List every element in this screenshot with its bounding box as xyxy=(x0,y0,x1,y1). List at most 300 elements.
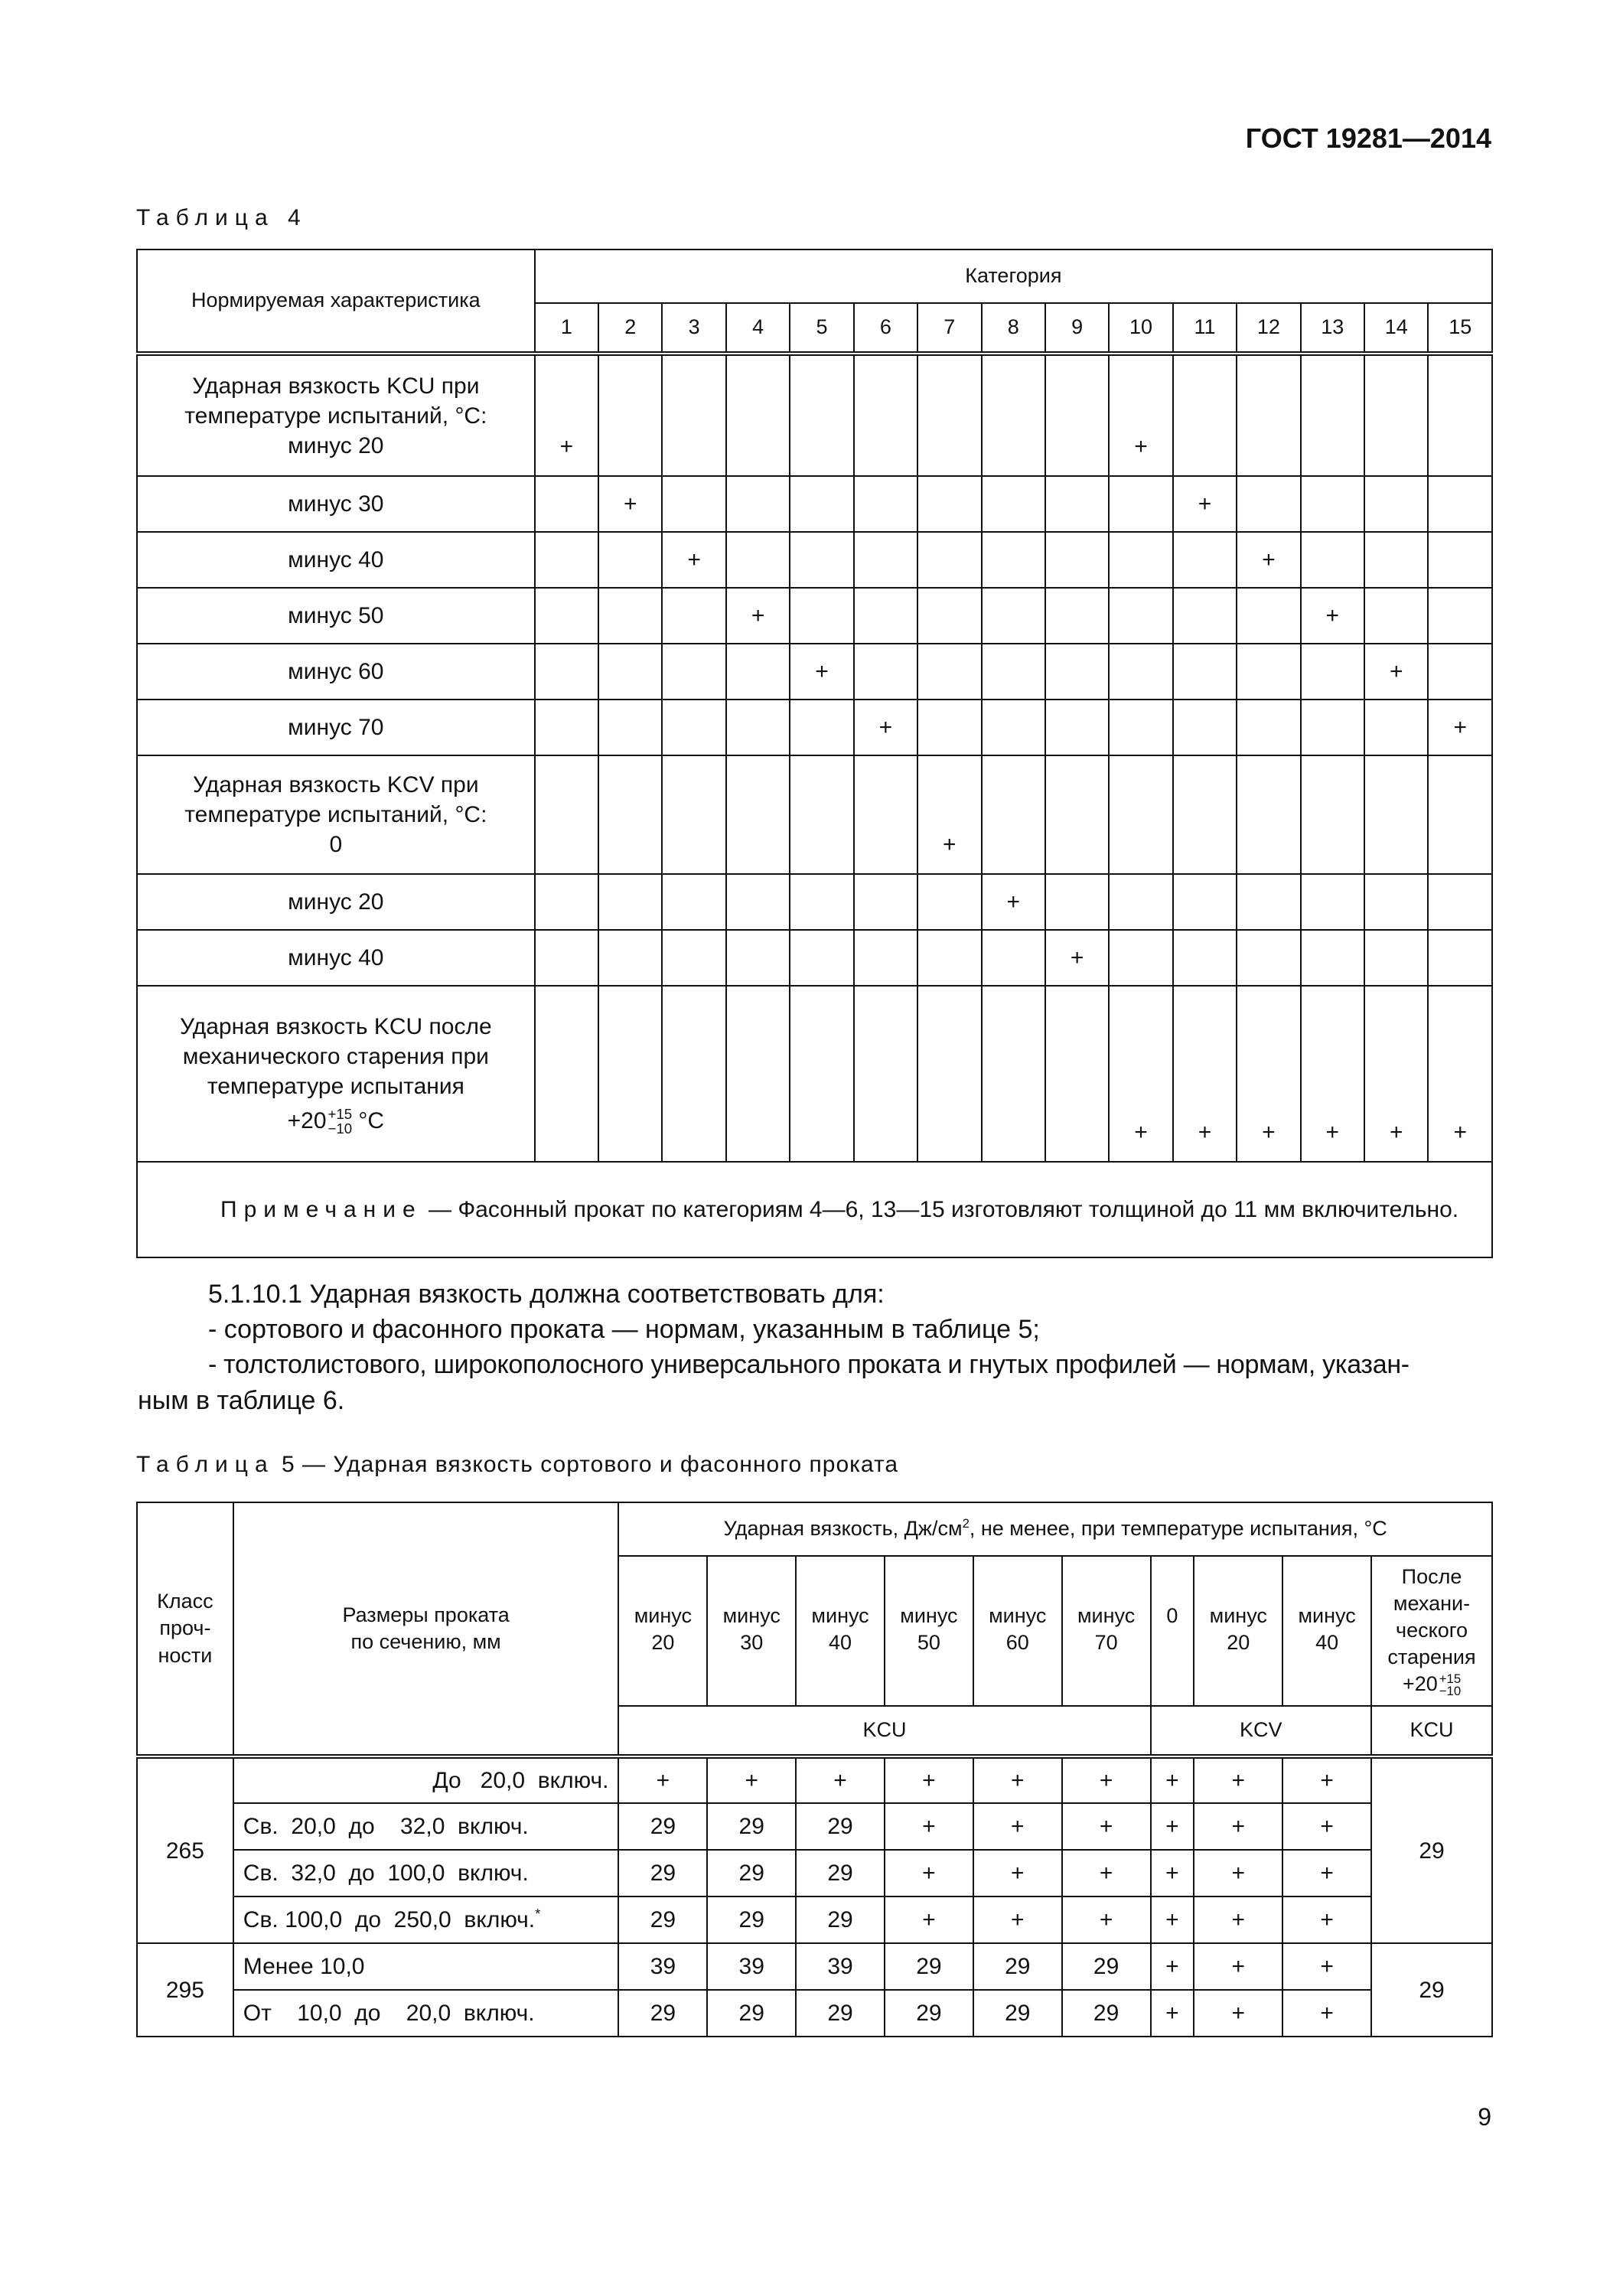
impact-value: 29 xyxy=(885,1990,973,2037)
category-cell xyxy=(662,986,725,1162)
category-cell xyxy=(1364,476,1428,532)
plus-mark: + xyxy=(559,434,574,459)
category-number: 2 xyxy=(598,303,662,354)
category-cell xyxy=(790,874,853,930)
category-number: 1 xyxy=(535,303,598,354)
plus-mark: + xyxy=(1325,603,1340,628)
tol-lower: −10 xyxy=(1439,1684,1462,1699)
impact-value: + xyxy=(1282,1850,1371,1896)
category-cell xyxy=(917,700,981,755)
category-cell xyxy=(1301,354,1364,476)
header-line: ности xyxy=(158,1643,213,1667)
temp-tolerance xyxy=(1439,1673,1461,1698)
paragraph-line: 5.1.10.1 Ударная вязкость должна соответствовать для: xyxy=(208,1280,885,1309)
row-label xyxy=(137,986,535,1162)
size-text: Св. 100,0 до 250,0 включ. xyxy=(243,1907,536,1932)
table-5-caption xyxy=(136,1452,898,1478)
category-cell xyxy=(1364,986,1428,1162)
category-cell xyxy=(1173,874,1237,930)
category-cell xyxy=(854,588,917,644)
size-range xyxy=(233,1896,619,1943)
category-cell xyxy=(726,930,790,986)
category-cell xyxy=(1364,755,1428,874)
category-cell xyxy=(1428,644,1492,700)
row-label: минус 60 xyxy=(137,644,535,700)
impact-value: + xyxy=(707,1756,796,1803)
table-row xyxy=(137,1896,1492,1943)
category-cell xyxy=(854,874,917,930)
document-number: ГОСТ 19281—2014 xyxy=(1245,122,1491,154)
param-header: Нормируемая характеристика xyxy=(137,249,535,354)
size-range xyxy=(233,1850,619,1896)
impact-value: 29 xyxy=(618,1803,707,1850)
category-cell xyxy=(917,644,981,700)
row-label: минус 20 xyxy=(137,874,535,930)
table-row xyxy=(137,700,1492,755)
size-text: От 10,0 до 20,0 включ. xyxy=(243,2001,535,2026)
impact-value: 29 xyxy=(618,1990,707,2037)
category-cell xyxy=(854,755,917,874)
impact-value: + xyxy=(973,1756,1062,1803)
impact-header-sup: 2 xyxy=(962,1516,970,1531)
category-cell xyxy=(535,644,598,700)
aging-line: ческого xyxy=(1396,1619,1468,1642)
plus-mark: + xyxy=(1389,659,1403,684)
impact-value: + xyxy=(1151,1896,1194,1943)
size-range xyxy=(233,1943,619,1990)
strength-class: 265 xyxy=(137,1756,233,1943)
category-cell xyxy=(1109,930,1172,986)
table-row xyxy=(137,1756,1492,1803)
impact-value: 29 xyxy=(973,1943,1062,1990)
impact-value: + xyxy=(885,1850,973,1896)
category-cell xyxy=(598,354,662,476)
impact-header-rest: , не менее, при температуре испытания, °С xyxy=(969,1517,1387,1541)
category-cell xyxy=(535,755,598,874)
category-cell xyxy=(1301,986,1364,1162)
category-cell xyxy=(790,986,853,1162)
impact-value: + xyxy=(796,1756,885,1803)
category-cell xyxy=(917,354,981,476)
impact-value: 29 xyxy=(885,1943,973,1990)
category-cell xyxy=(1364,354,1428,476)
category-cell xyxy=(854,354,917,476)
impact-value: + xyxy=(1194,1990,1282,2037)
category-cell xyxy=(1237,700,1300,755)
table-row xyxy=(137,354,1492,476)
category-cell xyxy=(982,986,1045,1162)
aging-temperature xyxy=(144,1106,528,1137)
category-cell xyxy=(1428,532,1492,588)
category-cell xyxy=(535,986,598,1162)
impact-value: 29 xyxy=(796,1990,885,2037)
category-cell xyxy=(1428,755,1492,874)
impact-value: 29 xyxy=(618,1850,707,1896)
category-cell xyxy=(1428,588,1492,644)
plus-mark: + xyxy=(1006,889,1020,915)
temperature-line: минус xyxy=(722,1604,781,1627)
category-cell xyxy=(1301,588,1364,644)
category-cell xyxy=(917,755,981,874)
temperature-header xyxy=(1282,1556,1371,1706)
impact-value: + xyxy=(1062,1756,1151,1803)
row-label-line: Ударная вязкость KCV при xyxy=(193,772,479,797)
table-row xyxy=(137,644,1492,700)
table-row xyxy=(137,476,1492,532)
category-cell xyxy=(598,644,662,700)
category-cell xyxy=(790,588,853,644)
impact-value: + xyxy=(1194,1850,1282,1896)
impact-value: + xyxy=(1062,1850,1151,1896)
temperature-line: 20 xyxy=(1227,1631,1250,1655)
category-cell xyxy=(917,532,981,588)
category-cell xyxy=(598,986,662,1162)
aging-line: После xyxy=(1401,1565,1462,1588)
plus-mark: + xyxy=(1134,1120,1148,1145)
table-row xyxy=(137,1990,1492,2037)
temperature-header xyxy=(618,1556,707,1706)
category-number: 7 xyxy=(917,303,981,354)
category-cell xyxy=(1428,930,1492,986)
category-number: 11 xyxy=(1173,303,1237,354)
impact-value: + xyxy=(885,1896,973,1943)
temperature-header xyxy=(796,1556,885,1706)
category-cell xyxy=(726,532,790,588)
aging-header xyxy=(1371,1556,1492,1706)
size-header xyxy=(233,1502,619,1756)
category-cell xyxy=(598,874,662,930)
row-label-line: Ударная вязкость KCU после xyxy=(180,1013,492,1039)
table-row xyxy=(137,1803,1492,1850)
category-cell xyxy=(790,930,853,986)
category-cell xyxy=(726,700,790,755)
category-number: 5 xyxy=(790,303,853,354)
category-cell xyxy=(1109,532,1172,588)
plus-mark: + xyxy=(1262,547,1276,572)
table-5-caption-label: Таблица xyxy=(136,1452,275,1477)
category-cell xyxy=(982,930,1045,986)
category-cell xyxy=(790,476,853,532)
plus-mark: + xyxy=(687,547,701,572)
note-label: Примечание xyxy=(220,1197,422,1222)
header-line: по сечению, мм xyxy=(350,1630,501,1653)
category-cell xyxy=(1301,755,1364,874)
category-cell xyxy=(1364,644,1428,700)
temperature-line: 40 xyxy=(1315,1631,1339,1655)
category-cell xyxy=(1237,354,1300,476)
category-cell xyxy=(726,755,790,874)
category-cell xyxy=(854,532,917,588)
aging-value: 29 xyxy=(1371,1756,1492,1943)
category-cell xyxy=(1301,532,1364,588)
category-cell xyxy=(1364,588,1428,644)
row-label: минус 40 xyxy=(137,930,535,986)
category-cell xyxy=(1173,755,1237,874)
temperature-line: минус xyxy=(989,1604,1047,1627)
header-line: Класс xyxy=(157,1590,213,1613)
category-cell xyxy=(790,532,853,588)
row-label: минус 70 xyxy=(137,700,535,755)
temp-base: 20 xyxy=(301,1107,327,1133)
table-row xyxy=(137,930,1492,986)
category-cell xyxy=(726,476,790,532)
category-number: 15 xyxy=(1428,303,1492,354)
category-cell xyxy=(662,644,725,700)
category-cell xyxy=(1428,476,1492,532)
category-cell xyxy=(1428,354,1492,476)
temperature-header xyxy=(1151,1556,1194,1706)
plus-mark: + xyxy=(878,715,893,740)
impact-value: 29 xyxy=(796,1896,885,1943)
category-cell xyxy=(662,532,725,588)
category-cell xyxy=(917,986,981,1162)
size-text: Менее 10,0 xyxy=(243,1954,365,1979)
category-cell xyxy=(982,588,1045,644)
temperature-line: минус xyxy=(634,1604,692,1627)
category-cell xyxy=(790,644,853,700)
impact-value: + xyxy=(1282,1756,1371,1803)
size-text: До 20,0 включ. xyxy=(432,1768,609,1793)
temperature-line: 50 xyxy=(917,1631,940,1655)
category-cell xyxy=(535,476,598,532)
category-cell xyxy=(790,700,853,755)
category-cell xyxy=(1428,874,1492,930)
plus-mark: + xyxy=(1134,434,1148,459)
row-label: минус 50 xyxy=(137,588,535,644)
category-number: 3 xyxy=(662,303,725,354)
size-text: Св. 32,0 до 100,0 включ. xyxy=(243,1861,529,1886)
temperature-line: 40 xyxy=(829,1631,852,1655)
category-cell xyxy=(982,354,1045,476)
category-cell xyxy=(726,874,790,930)
kcu-aging-label: KCU xyxy=(1371,1706,1492,1756)
category-number: 9 xyxy=(1045,303,1109,354)
table-row xyxy=(137,588,1492,644)
aging-line: старения xyxy=(1387,1645,1476,1669)
category-number: 14 xyxy=(1364,303,1428,354)
impact-header-text: Ударная вязкость, Дж/см xyxy=(723,1517,963,1541)
impact-value: + xyxy=(1282,1990,1371,2037)
category-cell xyxy=(1109,755,1172,874)
impact-value: + xyxy=(1151,1756,1194,1803)
category-cell xyxy=(1045,700,1109,755)
table-5 xyxy=(136,1502,1493,2037)
table-4-caption: Таблица 4 xyxy=(136,205,308,230)
impact-value: + xyxy=(1194,1943,1282,1990)
impact-value: 29 xyxy=(973,1990,1062,2037)
impact-value: + xyxy=(1151,1990,1194,2037)
category-cell xyxy=(1045,874,1109,930)
category-cell xyxy=(1109,354,1172,476)
category-cell xyxy=(662,755,725,874)
category-cell xyxy=(1301,476,1364,532)
table-row xyxy=(137,755,1492,874)
temperature-header xyxy=(707,1556,796,1706)
size-text: Св. 20,0 до 32,0 включ. xyxy=(243,1814,529,1839)
category-cell xyxy=(790,755,853,874)
plus-mark: + xyxy=(1262,1120,1276,1145)
impact-value: 29 xyxy=(707,1990,796,2037)
table-4 xyxy=(136,249,1493,1258)
paragraph-line: ным в таблице 6. xyxy=(138,1385,345,1415)
strength-class: 295 xyxy=(137,1943,233,2037)
category-cell xyxy=(662,874,725,930)
category-header: Категория xyxy=(535,249,1492,303)
plus-mark: + xyxy=(943,832,957,857)
category-cell xyxy=(1045,755,1109,874)
category-cell xyxy=(1237,986,1300,1162)
category-cell xyxy=(598,755,662,874)
row-label-line: Ударная вязкость KCU при xyxy=(192,373,480,399)
tol-lower: −10 xyxy=(328,1120,353,1137)
category-cell xyxy=(662,476,725,532)
category-cell xyxy=(535,874,598,930)
temperature-header xyxy=(973,1556,1062,1706)
impact-value: 29 xyxy=(1062,1990,1151,2037)
impact-value: 29 xyxy=(707,1850,796,1896)
temperature-line: минус xyxy=(1077,1604,1136,1627)
category-cell xyxy=(982,755,1045,874)
category-cell xyxy=(917,588,981,644)
plus-mark: + xyxy=(815,659,829,684)
category-cell xyxy=(535,930,598,986)
category-number: 4 xyxy=(726,303,790,354)
category-cell xyxy=(1109,986,1172,1162)
category-cell xyxy=(1045,930,1109,986)
aging-value: 29 xyxy=(1371,1943,1492,2037)
plus-mark: + xyxy=(624,491,637,517)
kcv-label: KCV xyxy=(1151,1706,1372,1756)
tol-upper: +15 xyxy=(1439,1671,1462,1686)
category-cell xyxy=(1237,930,1300,986)
temp-tolerance xyxy=(328,1107,353,1136)
plus-mark: + xyxy=(1070,945,1084,970)
category-cell xyxy=(1237,644,1300,700)
category-cell xyxy=(917,930,981,986)
category-cell xyxy=(1173,644,1237,700)
temp-sign: + xyxy=(287,1107,301,1133)
row-label: минус 40 xyxy=(137,532,535,588)
category-cell xyxy=(535,700,598,755)
impact-value: 39 xyxy=(707,1943,796,1990)
note-cell xyxy=(137,1162,1492,1257)
category-cell xyxy=(535,354,598,476)
category-cell xyxy=(1045,476,1109,532)
footnote-star: * xyxy=(535,1906,541,1922)
category-cell xyxy=(1045,354,1109,476)
impact-value: + xyxy=(1151,1803,1194,1850)
category-cell xyxy=(982,874,1045,930)
row-label-line: минус 20 xyxy=(288,432,384,458)
plus-mark: + xyxy=(1325,1120,1340,1145)
impact-value: + xyxy=(885,1803,973,1850)
temperature-line: минус xyxy=(1209,1604,1267,1627)
plus-mark: + xyxy=(1453,715,1467,740)
category-cell xyxy=(1364,700,1428,755)
table-row xyxy=(137,874,1492,930)
category-cell xyxy=(1173,588,1237,644)
category-cell xyxy=(598,930,662,986)
header-line: проч- xyxy=(159,1616,211,1640)
temperature-header xyxy=(1062,1556,1151,1706)
category-number: 13 xyxy=(1301,303,1364,354)
category-cell xyxy=(917,476,981,532)
impact-value: + xyxy=(618,1756,707,1803)
impact-value: + xyxy=(1194,1896,1282,1943)
category-cell xyxy=(662,588,725,644)
category-cell xyxy=(917,874,981,930)
impact-header xyxy=(618,1502,1492,1556)
impact-value: + xyxy=(1282,1803,1371,1850)
category-cell xyxy=(1364,874,1428,930)
category-cell xyxy=(790,354,853,476)
category-cell xyxy=(662,700,725,755)
category-cell xyxy=(1173,986,1237,1162)
impact-value: + xyxy=(1062,1803,1151,1850)
category-cell xyxy=(726,354,790,476)
row-label-line: температуре испытаний, °С: xyxy=(184,403,487,429)
category-cell xyxy=(1237,476,1300,532)
category-cell xyxy=(1364,532,1428,588)
impact-value: + xyxy=(1282,1896,1371,1943)
impact-value: + xyxy=(973,1896,1062,1943)
temp-sign: + xyxy=(1402,1672,1415,1696)
impact-value: + xyxy=(973,1850,1062,1896)
size-range xyxy=(233,1803,619,1850)
page-number: 9 xyxy=(1478,2103,1491,2131)
temperature-line: 60 xyxy=(1005,1631,1029,1655)
category-number: 12 xyxy=(1237,303,1300,354)
category-cell xyxy=(982,476,1045,532)
category-cell xyxy=(1237,532,1300,588)
paragraph-line: - сортового и фасонного проката — нормам, указанным в таблице 5; xyxy=(208,1315,1040,1345)
paragraph-5-1-10-1 xyxy=(138,1277,1492,1418)
strength-class-header xyxy=(137,1502,233,1756)
category-cell xyxy=(598,700,662,755)
tol-upper: +15 xyxy=(328,1106,353,1123)
category-cell xyxy=(1301,700,1364,755)
category-cell xyxy=(982,644,1045,700)
category-cell xyxy=(535,588,598,644)
category-cell xyxy=(1173,532,1237,588)
table-row xyxy=(137,532,1492,588)
category-cell xyxy=(1045,986,1109,1162)
temp-unit: °С xyxy=(352,1107,385,1133)
category-cell xyxy=(726,644,790,700)
impact-value: + xyxy=(973,1803,1062,1850)
impact-value: + xyxy=(1194,1756,1282,1803)
category-cell xyxy=(1301,644,1364,700)
row-label-line: механического старения при xyxy=(182,1043,489,1069)
category-cell xyxy=(1428,986,1492,1162)
size-range xyxy=(233,1756,619,1803)
category-cell xyxy=(1173,476,1237,532)
row-label: минус 30 xyxy=(137,476,535,532)
impact-value: 39 xyxy=(618,1943,707,1990)
plus-mark: + xyxy=(1198,491,1212,517)
category-cell xyxy=(1173,354,1237,476)
temperature-line: минус xyxy=(900,1604,958,1627)
category-cell xyxy=(1301,930,1364,986)
impact-value: + xyxy=(1151,1943,1194,1990)
impact-value: 39 xyxy=(796,1943,885,1990)
temp-base: 20 xyxy=(1414,1672,1438,1696)
category-cell xyxy=(1109,700,1172,755)
category-number: 10 xyxy=(1109,303,1172,354)
plus-mark: + xyxy=(1453,1120,1467,1145)
category-number: 8 xyxy=(982,303,1045,354)
plus-mark: + xyxy=(1389,1120,1403,1145)
